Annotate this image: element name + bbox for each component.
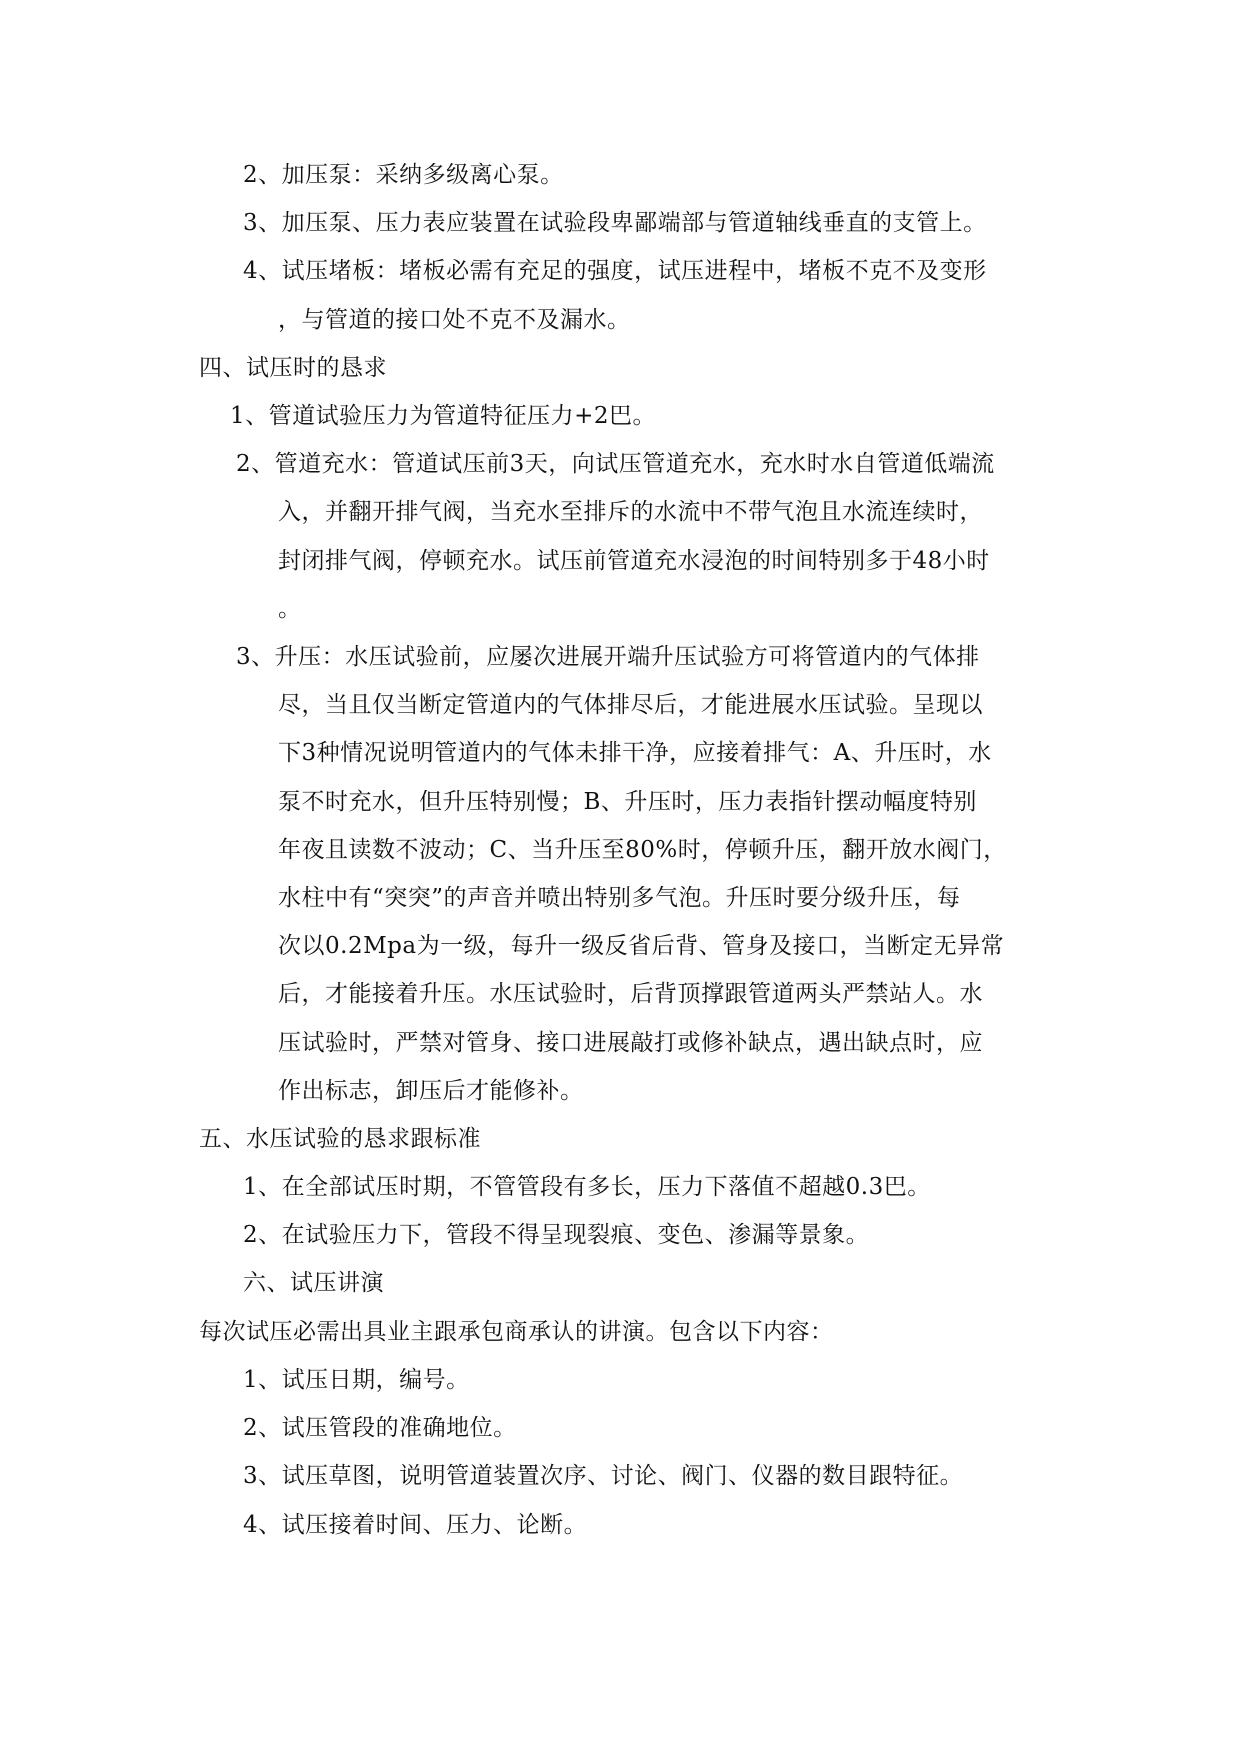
list-item: 2、试压管段的准确地位。 xyxy=(243,1415,517,1441)
list-item-continuation: 水柱中有“突突”的声音并喷出特别多气泡。升压时要分级升压，每 xyxy=(278,885,961,911)
list-item: 2、在试验压力下，管段不得呈现裂痕、变色、渗漏等景象。 xyxy=(243,1222,870,1248)
list-item-continuation: 泵不时充水，但升压特别慢；B、升压时，压力表指针摆动幅度特别 xyxy=(278,789,977,815)
section-heading: 六、试压讲演 xyxy=(243,1270,384,1296)
list-item-continuation: 下3种情况说明管道内的气体未排干净，应接着排气：A、升压时，水 xyxy=(278,740,992,766)
list-item-continuation: ，与管道的接口处不克不及漏水。 xyxy=(278,307,631,333)
list-item: 4、试压接着时间、压力、论断。 xyxy=(243,1512,588,1538)
list-item-continuation: 作出标志，卸压后才能修补。 xyxy=(278,1078,584,1104)
list-item: 4、试压堵板：堵板必需有充足的强度，试压进程中，堵板不克不及变形 xyxy=(243,258,987,284)
section-heading: 四、试压时的恳求 xyxy=(199,355,387,381)
list-item: 1、管道试验压力为管道特征压力+2巴。 xyxy=(230,403,657,429)
list-item-continuation: 尽，当且仅当断定管道内的气体排尽后，才能进展水压试验。呈现以 xyxy=(278,692,983,718)
list-item-continuation: 年夜且读数不波动；C、当升压至80%时，停顿升压，翻开放水阀门， xyxy=(278,837,1007,863)
list-item-continuation: 压试验时，严禁对管身、接口进展敲打或修补缺点，遇出缺点时，应 xyxy=(278,1030,983,1056)
list-item-continuation: 后，才能接着升压。水压试验时，后背顶撑跟管道两头严禁站人。水 xyxy=(278,981,983,1007)
paragraph: 每次试压必需出具业主跟承包商承认的讲演。包含以下内容： xyxy=(199,1319,834,1345)
list-item: 2、加压泵：采纳多级离心泵。 xyxy=(243,162,564,188)
list-item-continuation: 封闭排气阀，停顿充水。试压前管道充水浸泡的时间特别多于48小时 xyxy=(278,548,990,574)
list-item: 3、加压泵、压力表应装置在试验段卑鄙端部与管道轴线垂直的支管上。 xyxy=(243,210,987,236)
list-item-continuation: 。 xyxy=(278,596,302,622)
list-item-continuation: 次以0.2Mpa为一级，每升一级反省后背、管身及接口，当断定无异常 xyxy=(278,933,1005,959)
list-item: 1、试压日期，编号。 xyxy=(243,1367,470,1393)
list-item: 1、在全部试压时期，不管管段有多长，压力下落值不超越0.3巴。 xyxy=(243,1174,931,1200)
list-item-continuation: 入，并翻开排气阀，当充水至排斥的水流中不带气泡且水流连续时， xyxy=(278,499,983,525)
list-item: 3、升压：水压试验前，应屡次进展开端升压试验方可将管道内的气体排 xyxy=(236,644,980,670)
list-item: 2、管道充水：管道试压前3天，向试压管道充水，充水时水自管道低端流 xyxy=(236,451,995,477)
list-item: 3、试压草图，说明管道装置次序、讨论、阀门、仪器的数目跟特征。 xyxy=(243,1463,964,1489)
section-heading: 五、水压试验的恳求跟标准 xyxy=(199,1126,481,1152)
